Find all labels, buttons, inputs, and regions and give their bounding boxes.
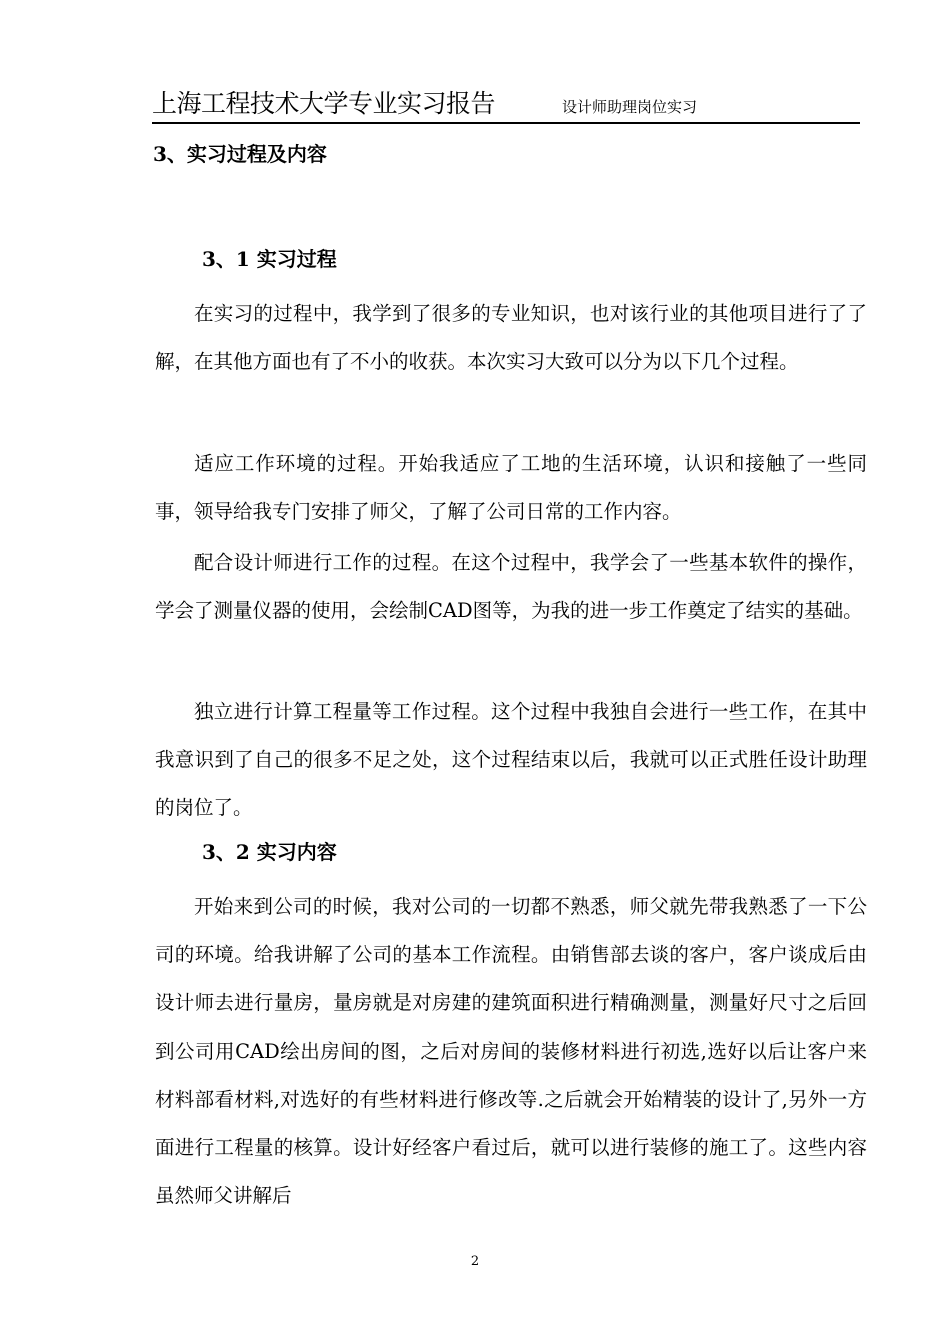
- page-header: [152, 88, 860, 124]
- paragraph: 配合设计师进行工作的过程。在这个过程中，我学会了一些基本软件的操作，学会了测量仪器的使用，会绘制CAD图等，为我的进一步工作奠定了结实的基础。: [155, 551, 867, 623]
- paragraph: 独立进行计算工程量等工作过程。这个过程中我独自会进行一些工作，在其中我意识到了自己的很多不足之处，这个过程结束以后，我就可以正式胜任设计助理的岗位了。: [155, 700, 867, 820]
- header-subtitle: 设计师助理岗位实习: [562, 98, 698, 116]
- page-number: 2: [470, 1254, 480, 1269]
- paragraph: 适应工作环境的过程。开始我适应了工地的生活环境，认识和接触了一些同事，领导给我专门安排了师父，了解了公司日常的工作内容。: [155, 452, 867, 524]
- subsection-heading-process: 3、1 实习过程: [202, 247, 337, 271]
- subsection-heading-content: 3、2 实习内容: [202, 840, 337, 864]
- section-heading: 3、实习过程及内容: [153, 142, 327, 166]
- paragraph: 在实习的过程中，我学到了很多的专业知识，也对该行业的其他项目进行了了解，在其他方面也有了不小的收获。本次实习大致可以分为以下几个过程。: [155, 302, 867, 374]
- paragraph: 开始来到公司的时候，我对公司的一切都不熟悉，师父就先带我熟悉了一下公司的环境。给我讲解了公司的基本工作流程。由销售部去谈的客户，客户谈成后由设计师去进行量房，量房就是对房建的建筑面积进行精确测量，测量好尺寸之后回到公司用CAD绘出房间的图，之后对房间的装修材料进行初选,选好以后让客户来材料部看材料,对选好的有些材料进行修改等.之后就会开始精装的设计了,另外一方面进行工程量的核算。设计好经客户看过后，就可以进行装修的施工了。这些内容虽然师父讲解后: [155, 895, 867, 1208]
- header-title: 上海工程技术大学专业实习报告: [152, 89, 496, 118]
